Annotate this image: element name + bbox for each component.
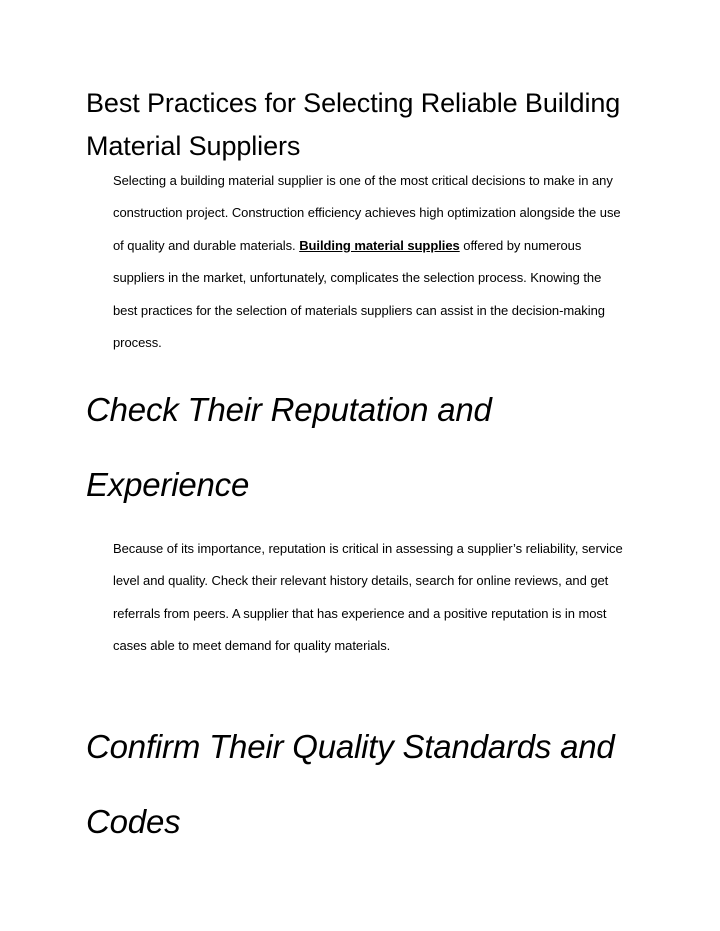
intro-text-before-link: Selecting a building material supplier is one of the most critical decisions to make in any construction project. Construction efficiency achieves high optimization alongside the use of quality and durable materials. <box>113 173 621 253</box>
section-body-reputation: Because of its importance, reputation is critical in assessing a supplier’s reliability, service level and quality. Check their relevant history details, search for online reviews, and get referrals from peers. A supplier that has experience and a positive reputation is in most cases able to meet demand for quality materials. <box>113 541 623 654</box>
intro-text-after-link: offered by numerous suppliers in the market, unfortunately, complicates the selection process. Knowing the best practices for the selection of materials suppliers can assist in the decision-making process. <box>113 237 605 351</box>
building-material-supplies-link[interactable]: Building material supplies <box>299 237 460 253</box>
intro-paragraph <box>113 165 623 359</box>
section-heading-reputation: Check Their Reputation and Experience <box>86 391 492 503</box>
document-title: Best Practices for Selecting Reliable Building Material Suppliers <box>86 88 621 161</box>
section-heading-quality-standards: Confirm Their Quality Standards and Codes <box>86 728 615 840</box>
